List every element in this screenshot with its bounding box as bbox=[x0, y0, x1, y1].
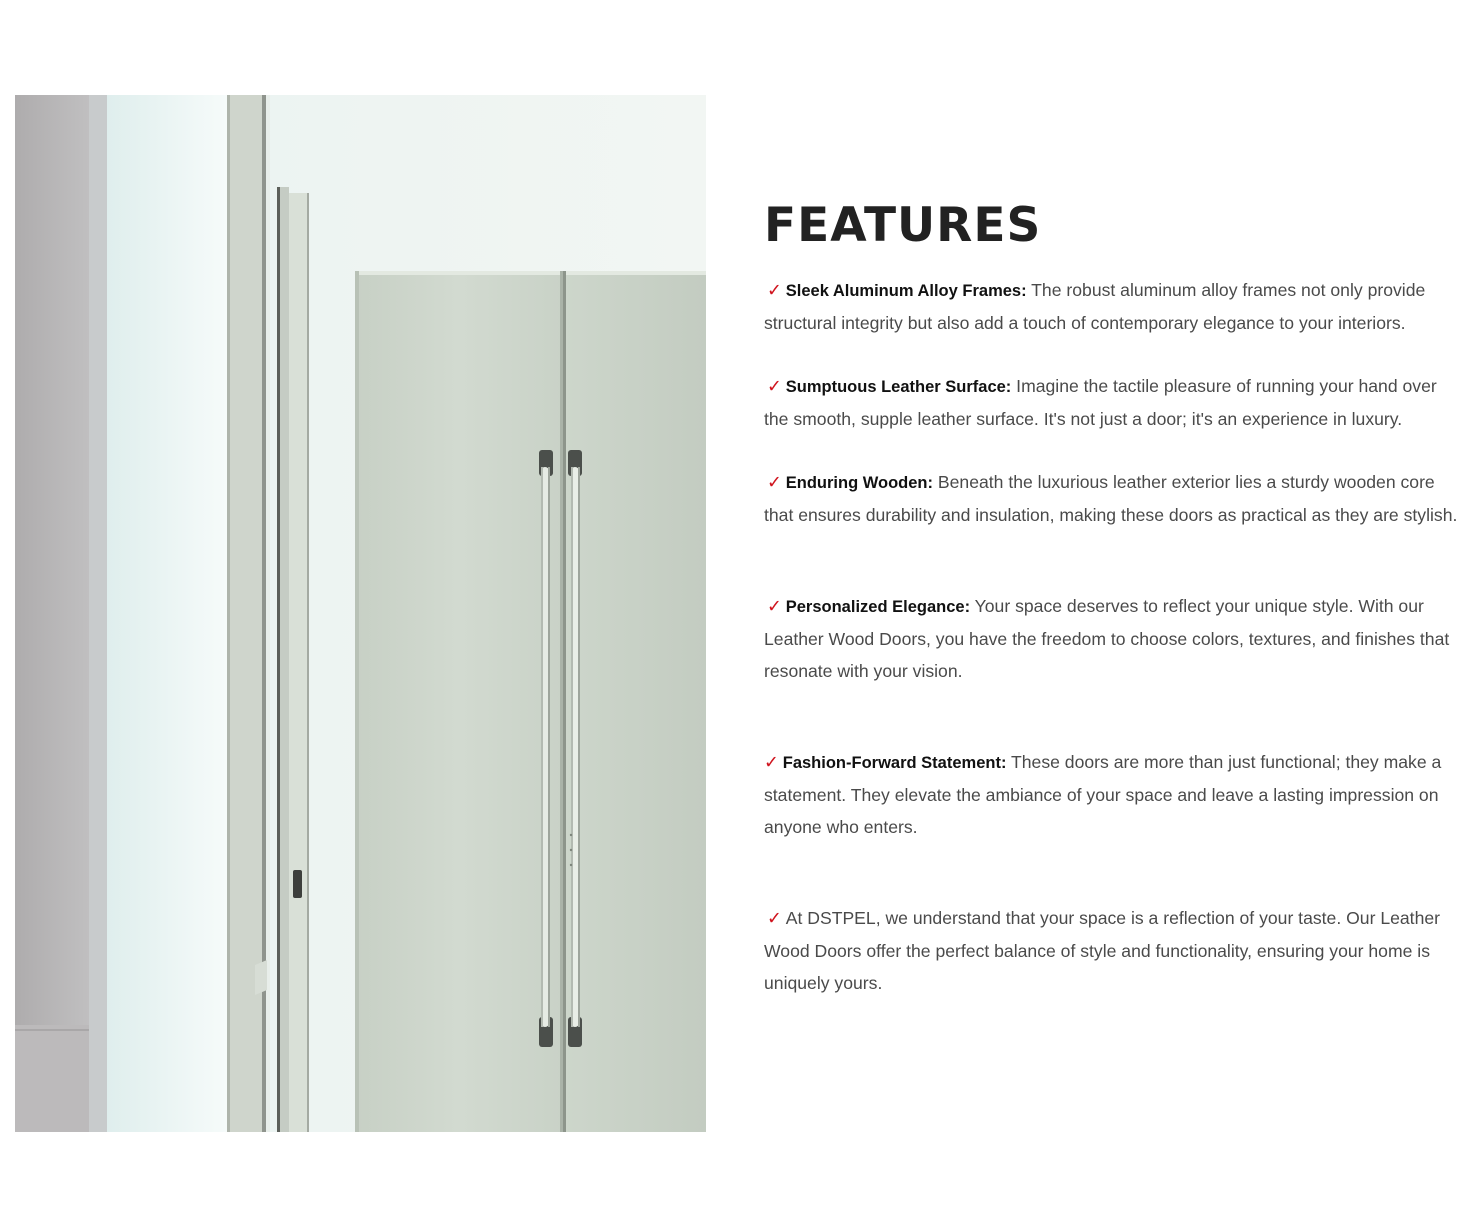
check-icon: ✓ bbox=[764, 752, 779, 772]
feature-text: The robust aluminum alloy frames not only provide structural integrity but also add a touch of contemporary elegance to your interiors. bbox=[764, 280, 1426, 333]
check-icon: ✓ bbox=[767, 472, 782, 492]
feature-item bbox=[764, 590, 1464, 687]
frame-hinge-icon bbox=[293, 870, 302, 898]
right-door-leaf bbox=[563, 271, 706, 1132]
left-wall bbox=[15, 95, 93, 1132]
features-section bbox=[764, 196, 1464, 993]
features-heading: FEATURES bbox=[764, 198, 1042, 253]
feature-title: Sumptuous Leather Surface: bbox=[785, 378, 1012, 396]
feature-text: Beneath the luxurious leather exterior lies a sturdy wooden core that ensures durability and insulation, making these doors as practical as they are stylish. bbox=[764, 472, 1458, 525]
feature-title: Sleek Aluminum Alloy Frames: bbox=[785, 282, 1027, 300]
feature-text: Your space deserves to reflect your unique style. With our Leather Wood Doors, you have the freedom to choose colors, textures, and finishes that resonate with your vision. bbox=[764, 596, 1450, 681]
product-photo bbox=[15, 95, 706, 1132]
check-icon: ✓ bbox=[767, 376, 782, 396]
check-icon: ✓ bbox=[767, 280, 782, 300]
left-door-leaf bbox=[355, 271, 562, 1132]
feature-title: Personalized Elegance: bbox=[785, 598, 971, 616]
feature-item bbox=[764, 274, 1464, 339]
feature-item bbox=[764, 466, 1464, 531]
feature-title: Fashion-Forward Statement: bbox=[782, 754, 1007, 772]
feature-text: At DSTPEL, we understand that your space is a reflection of your taste. Our Leather Wood Doors offer the perfect balance of style and functionality, ensuring your home is uniquely yours. bbox=[764, 908, 1440, 993]
feature-item bbox=[764, 746, 1464, 843]
feature-item bbox=[764, 902, 1464, 999]
feature-title: Enduring Wooden: bbox=[785, 474, 934, 492]
feature-item bbox=[764, 370, 1464, 435]
feature-text: Imagine the tactile pleasure of running your hand over the smooth, supple leather surface. It's not just a door; it's an experience in luxury. bbox=[764, 376, 1437, 429]
check-icon: ✓ bbox=[767, 908, 782, 928]
check-icon: ✓ bbox=[767, 596, 782, 616]
feature-text: These doors are more than just functional; they make a statement. They elevate the ambiance of your space and leave a lasting impression on anyone who enters. bbox=[764, 752, 1442, 837]
